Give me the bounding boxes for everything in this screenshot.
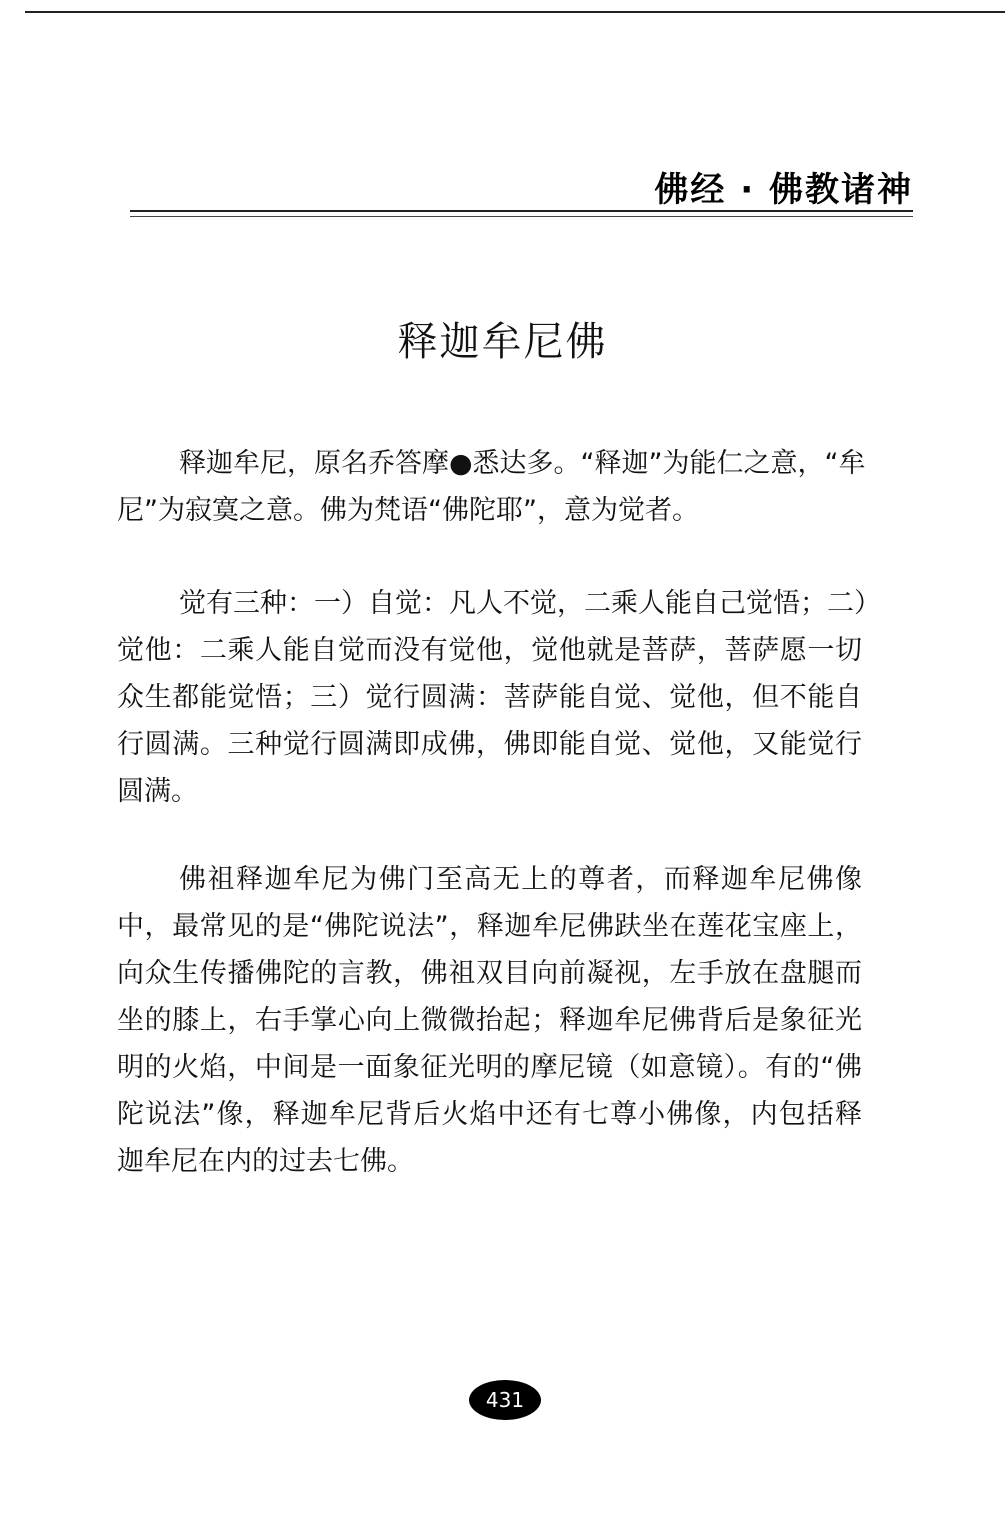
article-title: 释迦牟尼佛 [397, 319, 608, 365]
text-line: 迦牟尼在内的过去七佛。 [117, 1146, 414, 1177]
paragraph-3 [117, 856, 862, 1185]
text-line: 陀说法”像，释迦牟尼背后火焰中还有七尊小佛像，内包括释 [117, 1099, 862, 1130]
header-rule-thin [130, 216, 913, 217]
text-line: 向众生传播佛陀的言教，佛祖双目向前凝视，左手放在盘腿而 [117, 958, 862, 989]
text-line: 觉有三种：一）自觉：凡人不觉，二乘人能自己觉悟；二） [179, 588, 881, 619]
text-line: 释迦牟尼，原名乔答摩●悉达多。“释迦”为能仁之意，“牟 [179, 448, 866, 479]
text-line: 圆满。 [117, 776, 198, 807]
text-line: 明的火焰，中间是一面象征光明的摩尼镜（如意镜）。有的“佛 [117, 1052, 862, 1083]
header-rule [130, 210, 913, 212]
paragraph-2 [117, 580, 881, 815]
running-head: 佛经 · 佛教诸神 [654, 170, 913, 210]
text-line: 坐的膝上，右手掌心向上微微抬起；释迦牟尼佛背后是象征光 [117, 1005, 862, 1036]
text-line: 众生都能觉悟；三）觉行圆满：菩萨能自觉、觉他，但不能自 [117, 682, 862, 713]
text-line: 行圆满。三种觉行圆满即成佛，佛即能自觉、觉他，又能觉行 [117, 729, 862, 760]
page-number: 431 [469, 1380, 541, 1420]
text-line: 尼”为寂寞之意。佛为梵语“佛陀耶”，意为觉者。 [117, 495, 699, 526]
text-line: 佛祖释迦牟尼为佛门至高无上的尊者，而释迦牟尼佛像 [179, 864, 862, 895]
paragraph-1 [117, 440, 866, 534]
text-line: 觉他：二乘人能自觉而没有觉他，觉他就是菩萨，菩萨愿一切 [117, 635, 862, 666]
top-rule [25, 11, 1005, 13]
text-line: 中，最常见的是“佛陀说法”，释迦牟尼佛趺坐在莲花宝座上， [117, 911, 862, 942]
